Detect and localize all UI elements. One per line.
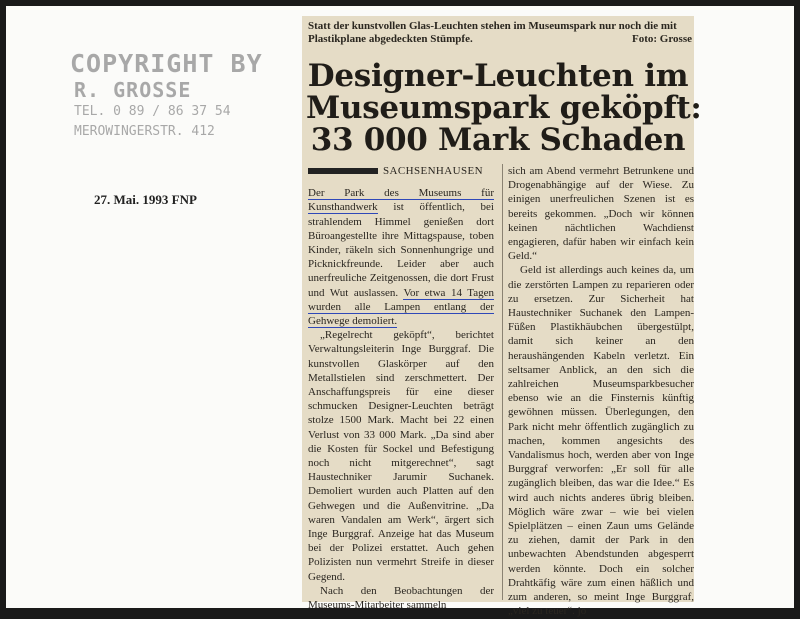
article-headline	[306, 58, 702, 158]
author-signature: jo	[577, 605, 587, 618]
headline-line-3: 33 000 Mark Schaden	[310, 122, 686, 158]
stamp-line-1: COPYRIGHT BY	[70, 49, 263, 78]
paragraph: „Regelrecht geköpft“, berichtet Verwaltungsleiterin Inge Burggraf. Die kunstvollen Glaskörper auf den Metallstielen sind zerschmettert. Der Anschaffungspreis für eine dieser schmucken Designer-Leuchten beträgt stolze 1500 Mark. Macht bei 22 einen Verlust von 33 000 Mark. „Da sind aber die Kosten für Sockel und Befestigung noch nicht mitgerechnet“, sagt Haustechniker Jarumir Suchanek. Demoliert wurden auch Platten auf den Gehwegen und die Außenvitrine. „Da waren Vandalen am Werk“, ärgert sich Inge Burggraf. Anzeige hat das Museum bei der Polizei erstattet. Auch gehen Polizisten nun vermehrt Streife in dieser Gegend.	[308, 329, 494, 583]
dateline	[308, 164, 494, 178]
dateline-text: SACHSENHAUSEN	[383, 165, 483, 177]
caption-text: Statt der kunstvollen Glas-Leuchten stehen im Museumspark nur noch die mit Plastikplane abgedeckten Stümpfe.	[308, 20, 677, 45]
newspaper-clipping	[302, 16, 702, 618]
article-column-right	[508, 164, 694, 619]
stamp-line-4: MEROWINGERSTR. 412	[74, 124, 215, 139]
archive-sheet	[6, 6, 794, 618]
headline-line-2: Museumspark geköpft:	[306, 90, 702, 126]
underlined-text: Vor etwa 14 Tagen wurden alle Lampen entlang der Gehwege demoliert.	[308, 286, 494, 328]
paragraph: Nach den Beobachtungen der Museums-Mitarbeiter sammeln	[308, 584, 494, 612]
photo-caption	[308, 20, 692, 46]
headline-line-1: Designer-Leuchten im	[307, 58, 689, 94]
stamp-line-3: TEL. 0 89 / 86 37 54	[74, 104, 231, 119]
stamp-line-2: R. GROSSE	[74, 78, 192, 102]
paragraph	[308, 186, 494, 328]
handwritten-date-note: 27. Mai. 1993 FNP	[94, 192, 197, 207]
copyright-stamp	[70, 50, 280, 142]
article-column-left	[308, 164, 494, 612]
paragraph-text: ist öffentlich, bei strahlendem Himmel genießen dort Büroangestellte ihre Mittagspause, toben Kinder, räkeln sich Sonnenhungrige und Picknickfreunde. Leider aber auch unerfreuliche Zeitgenossen, die dort Frust und Wut auslassen.	[308, 201, 494, 299]
photo-credit: Foto: Grosse	[632, 33, 692, 45]
paragraph: sich am Abend vermehrt Betrunkene und Drogenabhängige auf der Wiese. Zu einigen unerfreulichen Szenen ist es bereits gekommen. „Doch wir können keinen nächtlichen Wachdienst engagieren, dafür haben wir einfach kein Geld.“	[508, 165, 694, 263]
paragraph-text: Geld ist allerdings auch keines da, um die zerstörten Lampen zu reparieren oder zu ersetzen. Zur Sicherheit hat Haustechniker Suchanek den Lampen-Füßen Plastikhäubchen übergestülpt, damit sich keiner an den heraushängenden Kabeln verletzt. Ein seltsamer Anblick, an den sich die zahlreichen Museumsparkbesucher ebenso wie an die Finsternis künftig gewöhnen müssen. Überlegungen, den Park nicht mehr öffentlich zugänglich zu machen, kommen angesichts des Vandalismus hoch, werden aber von Inge Burggraf verworfen: „Er soll für alle zugänglich bleiben, das war die Idee.“ Es wird auch nichts anderes übrig bleiben. Möglich wäre zwar – wie bei vielen Spielplätzen – einen Zaun ums Gelände zu ziehen, damit der Park in den unbewachten Abendstunden abgesperrt werden könnte. Doch ein solcher Drahtkäfig wäre zum einen häßlich und zum anderen, so meint Inge Burggraf, „viel zu teuer“.	[508, 264, 694, 618]
paragraph	[508, 263, 694, 618]
underlined-text: Der Park des Museums für Kunsthandwerk	[308, 187, 494, 214]
column-rule	[502, 164, 503, 600]
dateline-bar	[308, 168, 378, 174]
